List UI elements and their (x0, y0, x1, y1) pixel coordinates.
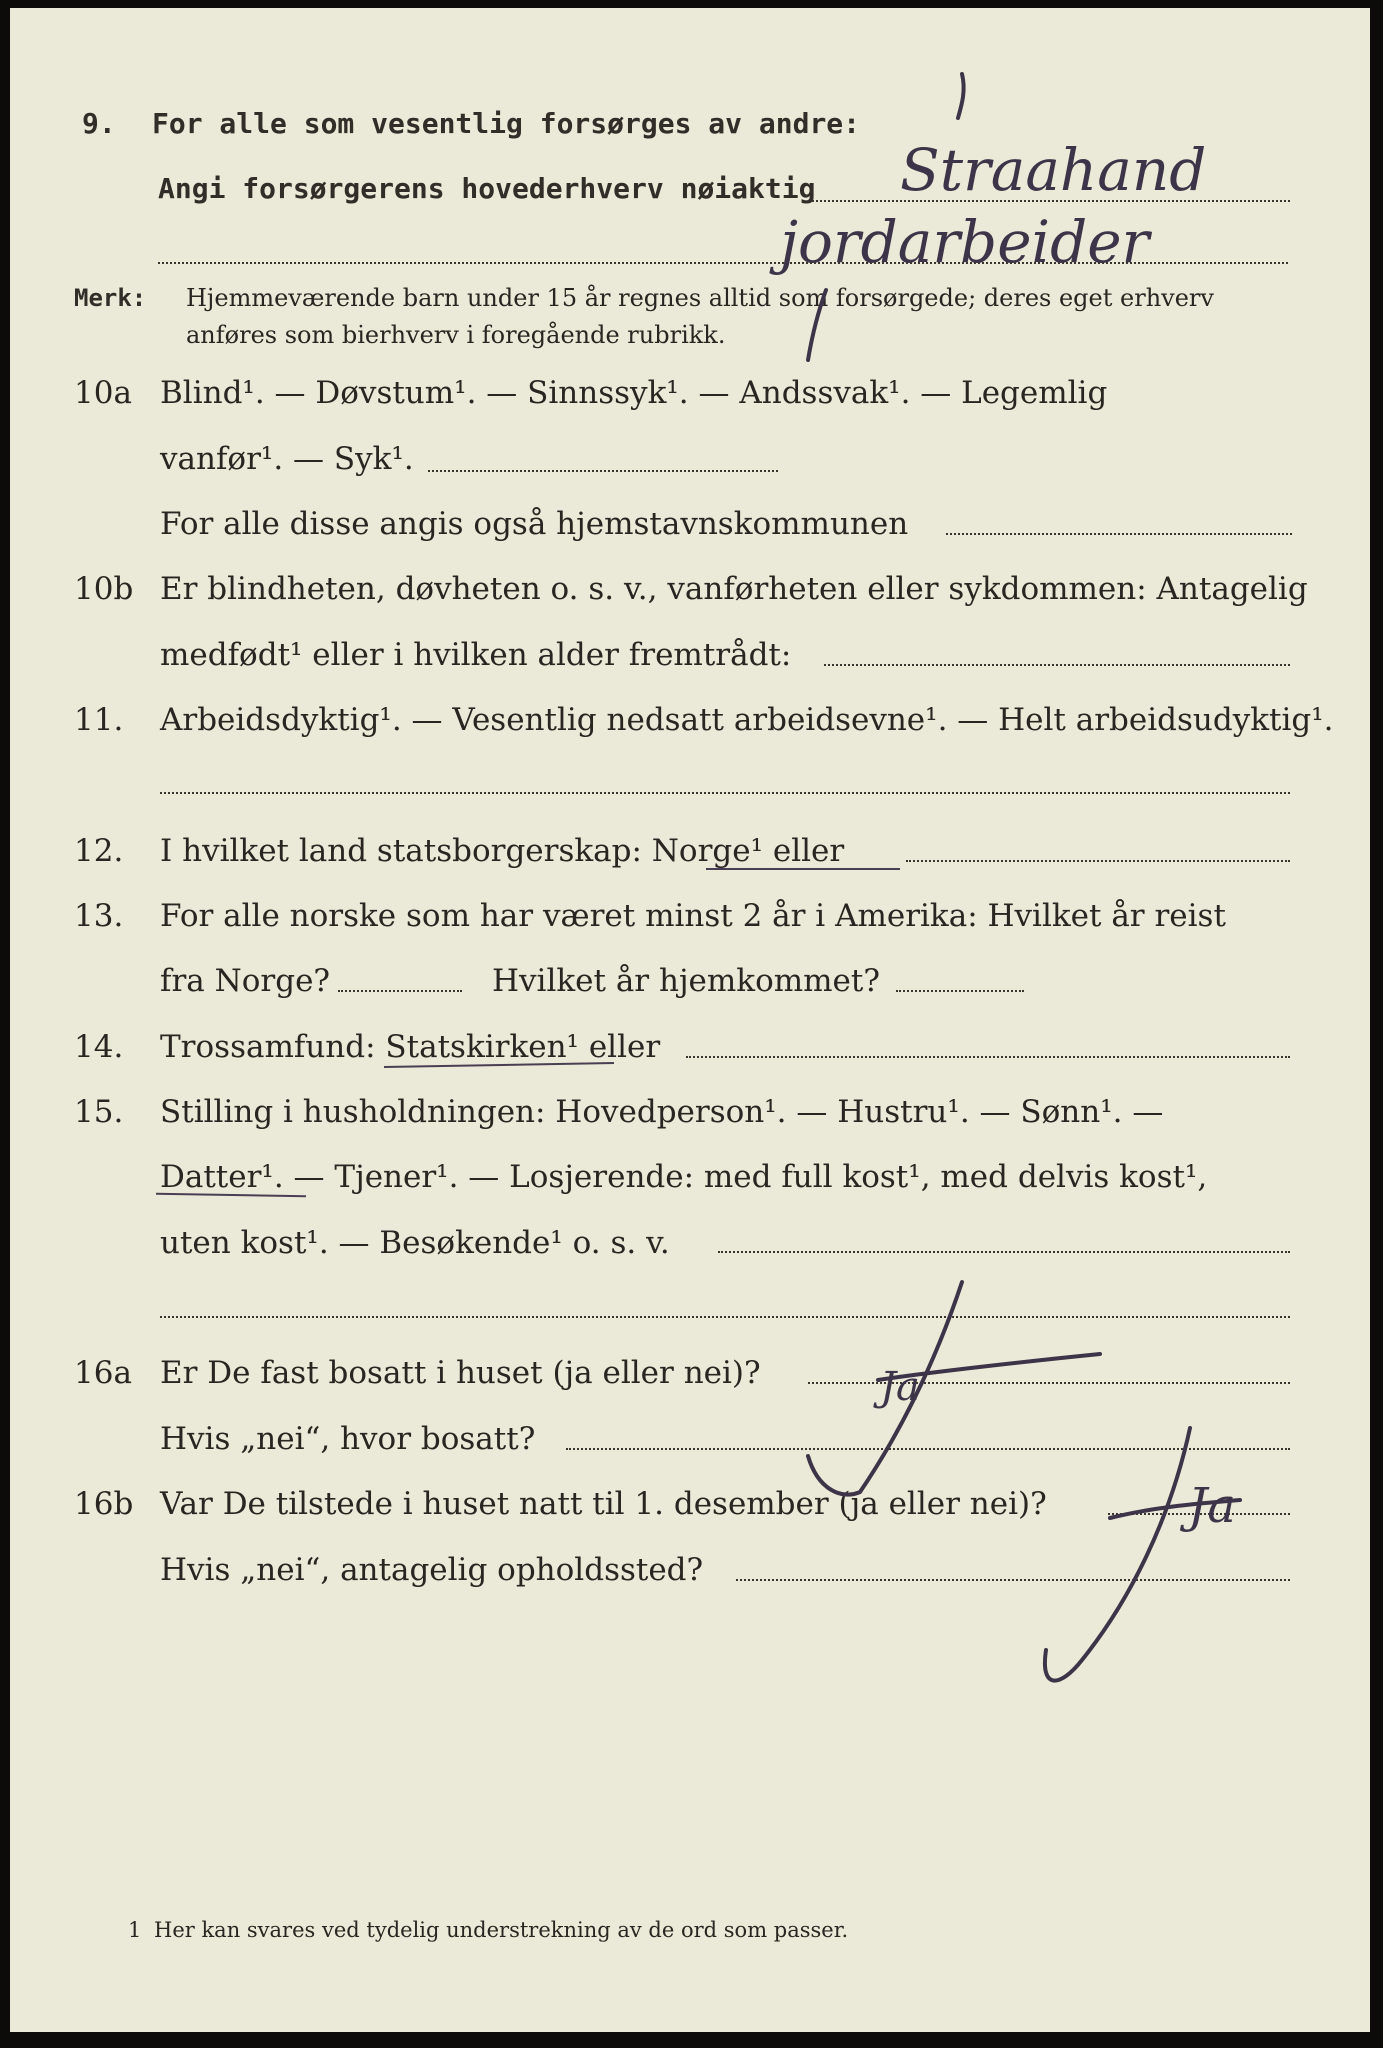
q9-line-1: For alle som vesentlig forsørges av andre: (152, 107, 861, 140)
q10b-line-1: Er blindheten, døvheten o. s. v., vanførheten eller sykdommen: Antagelig (160, 571, 1308, 607)
handwritten-ja-16b (1045, 1428, 1240, 1681)
q9-number: 9. (82, 107, 116, 140)
handwritten-ja-16a (808, 1282, 1100, 1495)
q10a-line-3: For alle disse angis også hjemstavnskommunen (160, 506, 909, 542)
merk-line-2: anføres som bierhverv i foregående rubrikk. (186, 321, 726, 349)
q12-number: 12. (74, 833, 124, 869)
q10b-line-2: medfødt¹ eller i hvilken alder fremtrådt: (160, 637, 792, 673)
q16a-line-2: Hvis „nei“, hvor bosatt? (160, 1421, 536, 1457)
footnote-mark: 1 (128, 1918, 142, 1942)
q13-line-2a: fra Norge? (160, 963, 331, 999)
q11-number: 11. (74, 702, 124, 738)
q10a-line-1: Blind¹. — Døvstum¹. — Sinnssyk¹. — Andssvak¹. — Legemlig (160, 375, 1108, 411)
q13-line-1: For alle norske som har været minst 2 år i Amerika: Hvilket år reist (160, 898, 1226, 934)
handwritten-answer-16a: Ja (880, 1364, 920, 1410)
q10a-line-2: vanfør¹. — Syk¹. (160, 441, 414, 477)
merk-label: Merk: (74, 284, 147, 312)
q16b-number: 16b (74, 1486, 134, 1522)
q9-line-2: Angi forsørgerens hovederhverv nøiaktig (158, 172, 816, 205)
handwritten-occupation-2: jordarbeider (780, 208, 1150, 276)
handwritten-answer-16b: Ja (1188, 1478, 1236, 1534)
q15-line-3: uten kost¹. — Besøkende¹ o. s. v. (160, 1225, 670, 1261)
q15-line-2: Datter¹. — Tjener¹. — Losjerende: med full kost¹, med delvis kost¹, (160, 1159, 1208, 1195)
handwriting-stroke-top (958, 74, 964, 118)
merk-line-1: Hjemmeværende barn under 15 år regnes alltid som forsørgede; deres eget erhverv (186, 284, 1214, 312)
q16b-line-1: Var De tilstede i huset natt til 1. desember (ja eller nei)? (160, 1486, 1047, 1522)
q15-line-1: Stilling i husholdningen: Hovedperson¹. — Hustru¹. — Sønn¹. — (160, 1094, 1164, 1130)
q14-line-1: Trossamfund: Statskirken¹ eller (160, 1029, 661, 1065)
q16a-line-1: Er De fast bosatt i huset (ja eller nei)? (160, 1355, 761, 1391)
footnote-text: Her kan svares ved tydelig understrekning av de ord som passer. (154, 1918, 849, 1942)
q14-number: 14. (74, 1029, 124, 1065)
q16a-number: 16a (74, 1355, 132, 1391)
q10b-number: 10b (74, 571, 134, 607)
q11-line-1: Arbeidsdyktig¹. — Vesentlig nedsatt arbeidsevne¹. — Helt arbeidsudyktig¹. (160, 702, 1334, 738)
handwriting-stroke-down (808, 290, 826, 360)
q10a-number: 10a (74, 375, 132, 411)
q12-line-1: I hvilket land statsborgerskap: Norge¹ eller (160, 833, 845, 869)
q15-number: 15. (74, 1094, 124, 1130)
handwritten-occupation-1: Straahand (900, 136, 1207, 204)
q13-line-2b: Hvilket år hjemkommet? (492, 963, 880, 999)
q13-number: 13. (74, 898, 124, 934)
q16b-line-2: Hvis „nei“, antagelig opholdssted? (160, 1552, 704, 1588)
